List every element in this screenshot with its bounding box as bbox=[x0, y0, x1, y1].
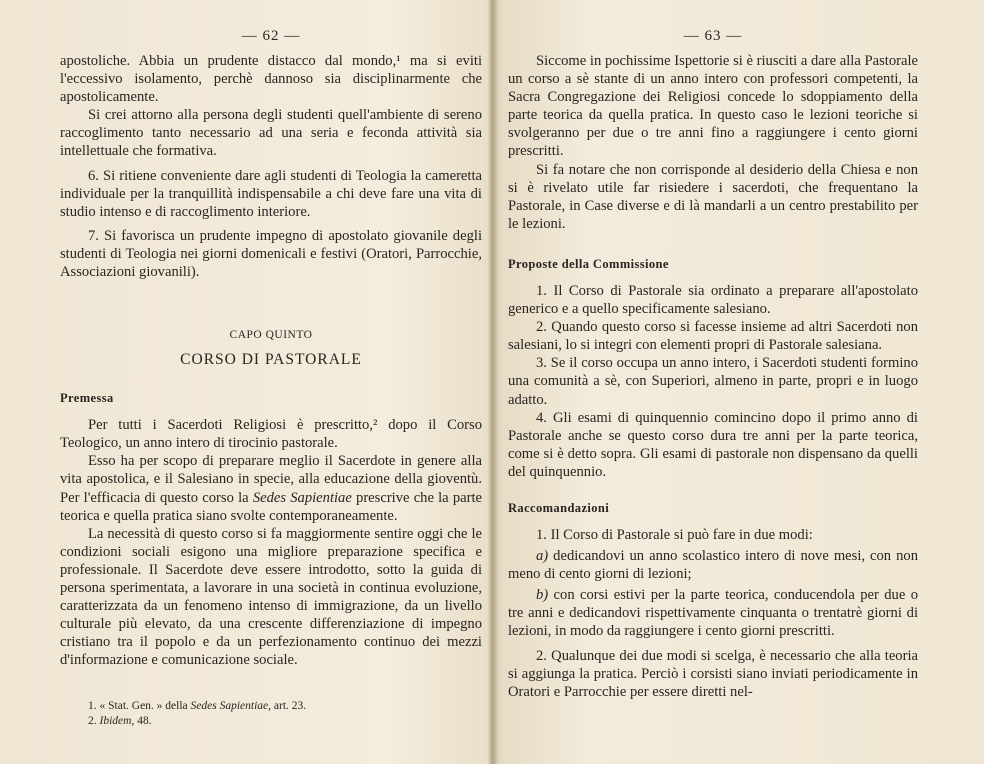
paragraph-premessa-2: Esso ha per scopo di preparare meglio il Sacerdote in genere alla vita apostolica, e il Salesiano in specie, alla educazione della gioventù. Per l'efficacia di questo corso la Sedes Sapientiae prescrive che la parte teorica e quella pratica siano svolte contemporaneamente. bbox=[60, 453, 483, 524]
paragraph-item-7: 7. Si favorisca un prudente impegno di apostolato giovanile degli studenti di Teologia nei giorni domenicali e festivi (Oratori, Parrocchie, Associazioni giovanili). bbox=[60, 227, 482, 281]
page-number-left: — 62 — bbox=[241, 28, 301, 44]
book-gutter bbox=[488, 0, 498, 764]
section-heading-raccomandazioni: Raccomandazioni bbox=[508, 500, 610, 515]
proposal-item: 4. Gli esami di quinquennio comincino dopo il primo anno di Pastorale anche se questo corso dura tre anni per la parte teorica, come si è detto sopra. Gli esami di pastorale non dispensano da quelli del quinquennio. bbox=[508, 409, 918, 480]
chapter-label: CAPO QUINTO bbox=[229, 329, 313, 342]
footnotes bbox=[60, 699, 482, 729]
paragraph-premessa-1: Per tutti i Sacerdoti Religiosi è prescritto,² dopo il Corso Teologico, un anno intero di tirocinio pastorale. bbox=[60, 417, 482, 452]
chapter-title: CORSO DI PASTORALE bbox=[180, 351, 362, 369]
page-number-right: — 63 — bbox=[683, 28, 743, 44]
paragraph-continuation: apostoliche. Abbia un prudente distacco dal mondo,¹ ma si eviti l'eccessivo isolamento, perchè dannoso sia disciplinarmente che apostolicamente. bbox=[60, 53, 482, 106]
recommendation-2: 2. Qualunque dei due modi si scelga, è necessario che alla teoria si aggiunga la pratica. Perciò i corsisti siano inviati periodicamente in Oratori e Parrocchie per essere diretti nel- bbox=[508, 647, 918, 700]
proposal-item: 3. Se il corso occupa un anno intero, i Sacerdoti studenti formino una comunità a sè, con Superiori, almeno in parte, propri e in luogo adatto. bbox=[508, 355, 918, 408]
section-heading-premessa: Premessa bbox=[60, 391, 114, 406]
paragraph-ambiente: Si crei attorno alla persona degli studenti quell'ambiente di sereno raccoglimento tanto necessario ad una seria e feconda attività sia intellettuale che formativa. bbox=[60, 107, 482, 160]
paragraph-intro-1: Siccome in pochissime Ispettorie si è riusciti a dare alla Pastorale un corso a sè stante di un anno intero con professori competenti, la Sacra Congregazione dei Religiosi concede lo sdoppiamento della parte teorica da quella pratica. In questo caso le lezioni teoriche si svolgeranno per due o tre anni fino a raggiungere i cento giorni prescritti. bbox=[508, 53, 918, 160]
footnote-2: 2. Ibidem, 48. bbox=[88, 715, 152, 728]
section-heading-proposte: Proposte della Commissione bbox=[508, 256, 669, 271]
paragraph-intro-2: Si fa notare che non corrisponde al desiderio della Chiesa e non si è rivelato utile far risiedere i sacerdoti, che frequentano la Pastorale, in Case diverse e di là mandarli a un centro prestabilito per le lezioni. bbox=[508, 161, 918, 232]
left-page bbox=[60, 0, 482, 764]
recommendation-a: a) dedicandovi un anno scolastico intero di nove mesi, con non meno di cento giorni di lezioni; bbox=[508, 548, 918, 583]
paragraph-premessa-3: La necessità di questo corso si fa maggiormente sentire oggi che le condizioni sociali esigono una migliore preparazione specifica e professionale. Il Sacerdote deve essere introdotto, sotto la guida di persona sperimentata, a lavorare in una società in continua evoluzione, caratterizzata da un fenomeno intenso di immigrazione, da un livello culturale più elevato, da una crescente differenziazione di impegno cristiano tra il popolo e da un perfezionamento continuo dei mezzi d'informazione e comunicazione sociale. bbox=[60, 525, 482, 669]
recommendation-1: 1. Il Corso di Pastorale si può fare in due modi: bbox=[536, 526, 813, 543]
right-page bbox=[508, 0, 918, 764]
proposal-item: 2. Quando questo corso si facesse insieme ad altri Sacerdoti non salesiani, lo si integri con elementi propri di Pastorale salesiana. bbox=[508, 319, 918, 354]
footnote-1: 1. « Stat. Gen. » della Sedes Sapientiae, art. 23. bbox=[88, 700, 307, 713]
proposal-item: 1. Il Corso di Pastorale sia ordinato a preparare all'apostolato generico e a quello specificamente salesiano. bbox=[508, 282, 918, 318]
recommendation-b: b) con corsi estivi per la parte teorica, conducendola per due o tre anni e dedicandovi rispettivamente cinquanta o trentatrè giorni di lezioni, in modo da raggiungere i cento giorni prescritti. bbox=[508, 587, 918, 640]
paragraph-item-6: 6. Si ritiene conveniente dare agli studenti di Teologia la cameretta individuale per la tranquillità indispensabile a chi deve fare una vita di studio intenso e di raccoglimento interiore. bbox=[60, 167, 482, 220]
